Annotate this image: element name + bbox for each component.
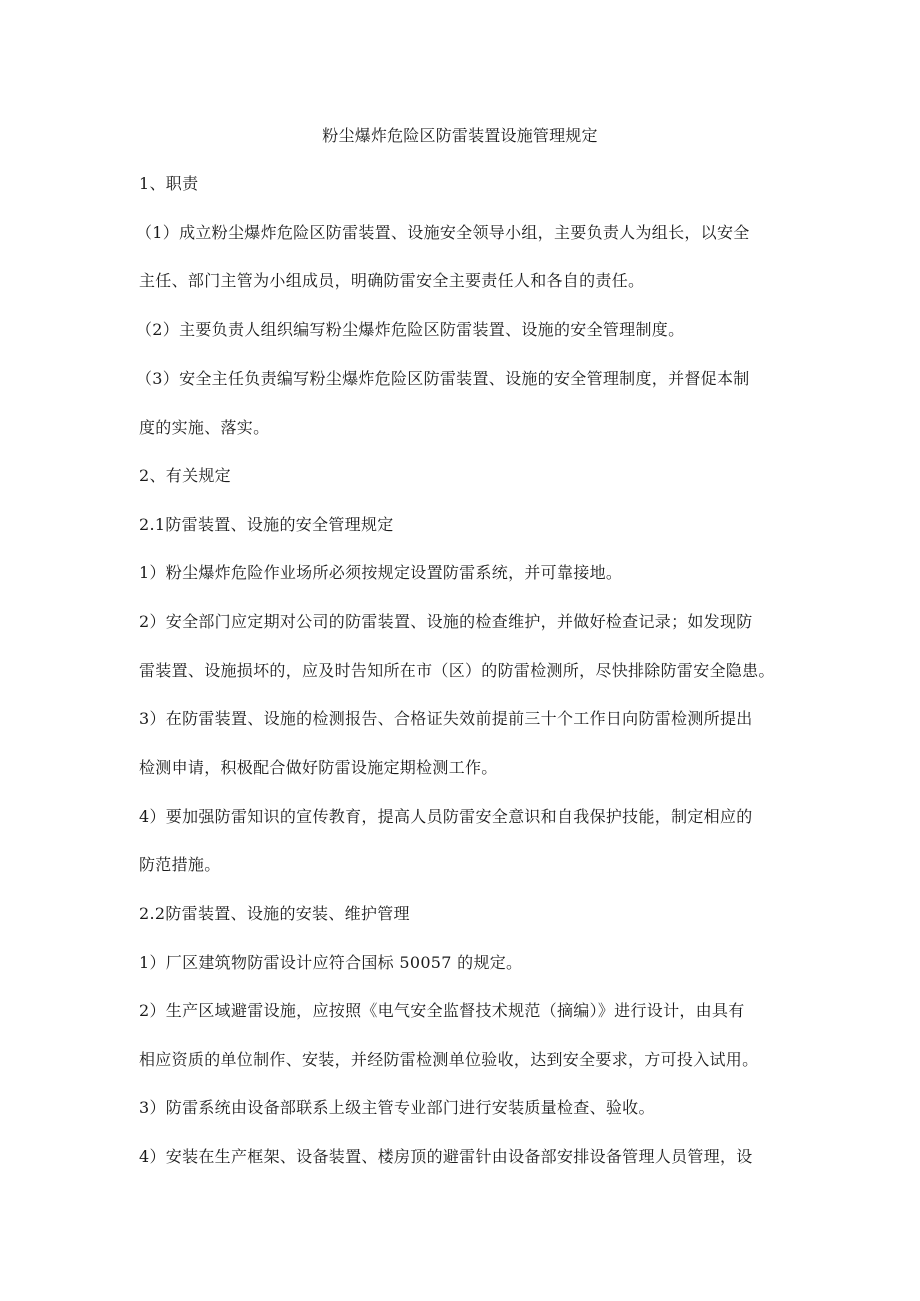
paragraph-line: 相应资质的单位制作、安装，并经防雷检测单位验收，达到安全要求，方可投入试用。: [139, 1050, 759, 1069]
section-heading-duties: 1、职责: [139, 174, 199, 193]
paragraph-line: （2）主要负责人组织编写粉尘爆炸危险区防雷装置、设施的安全管理制度。: [136, 320, 685, 339]
section-heading-regulations: 2、有关规定: [139, 466, 231, 485]
paragraph-line: 度的实施、落实。: [139, 418, 270, 437]
paragraph-line: 1）粉尘爆炸危险作业场所必须按规定设置防雷系统，并可靠接地。: [139, 563, 623, 582]
paragraph-line: （1）成立粉尘爆炸危险区防雷装置、设施安全领导小组，主要负责人为组长，以安全: [136, 223, 750, 242]
paragraph-line: 主任、部门主管为小组成员，明确防雷安全主要责任人和各自的责任。: [139, 271, 645, 290]
subsection-heading-2-2: 2.2防雷装置、设施的安装、维护管理: [139, 904, 410, 923]
paragraph-line: 3）防雷系统由设备部联系上级主管专业部门进行安装质量检查、验收。: [139, 1098, 655, 1117]
paragraph-line: 4）要加强防雷知识的宣传教育，提高人员防雷安全意识和自我保护技能，制定相应的: [139, 807, 753, 826]
paragraph-line: 3）在防雷装置、设施的检测报告、合格证失效前提前三十个工作日向防雷检测所提出: [139, 709, 753, 728]
paragraph-line: 1）厂区建筑物防雷设计应符合国标 50057 的规定。: [139, 953, 523, 972]
paragraph-line: 雷装置、设施损坏的，应及时告知所在市（区）的防雷检测所，尽快排除防雷安全隐患。: [139, 661, 775, 680]
subsection-heading-2-1: 2.1防雷装置、设施的安全管理规定: [139, 515, 394, 534]
paragraph-line: 检测申请，积极配合做好防雷设施定期检测工作。: [139, 758, 498, 777]
paragraph-line: （3）安全主任负责编写粉尘爆炸危险区防雷装置、设施的安全管理制度，并督促本制: [136, 369, 750, 388]
paragraph-line: 2）安全部门应定期对公司的防雷装置、设施的检查维护，并做好检查记录；如发现防: [139, 612, 753, 631]
paragraph-line: 2）生产区域避雷设施，应按照《电气安全监督技术规范（摘编）》进行设计，由具有: [139, 1001, 745, 1020]
document-title: 粉尘爆炸危险区防雷装置设施管理规定: [322, 126, 598, 145]
paragraph-line: 防范措施。: [139, 855, 221, 874]
paragraph-line: 4）安装在生产框架、设备装置、楼房顶的避雷针由设备部安排设备管理人员管理，设: [139, 1147, 753, 1166]
